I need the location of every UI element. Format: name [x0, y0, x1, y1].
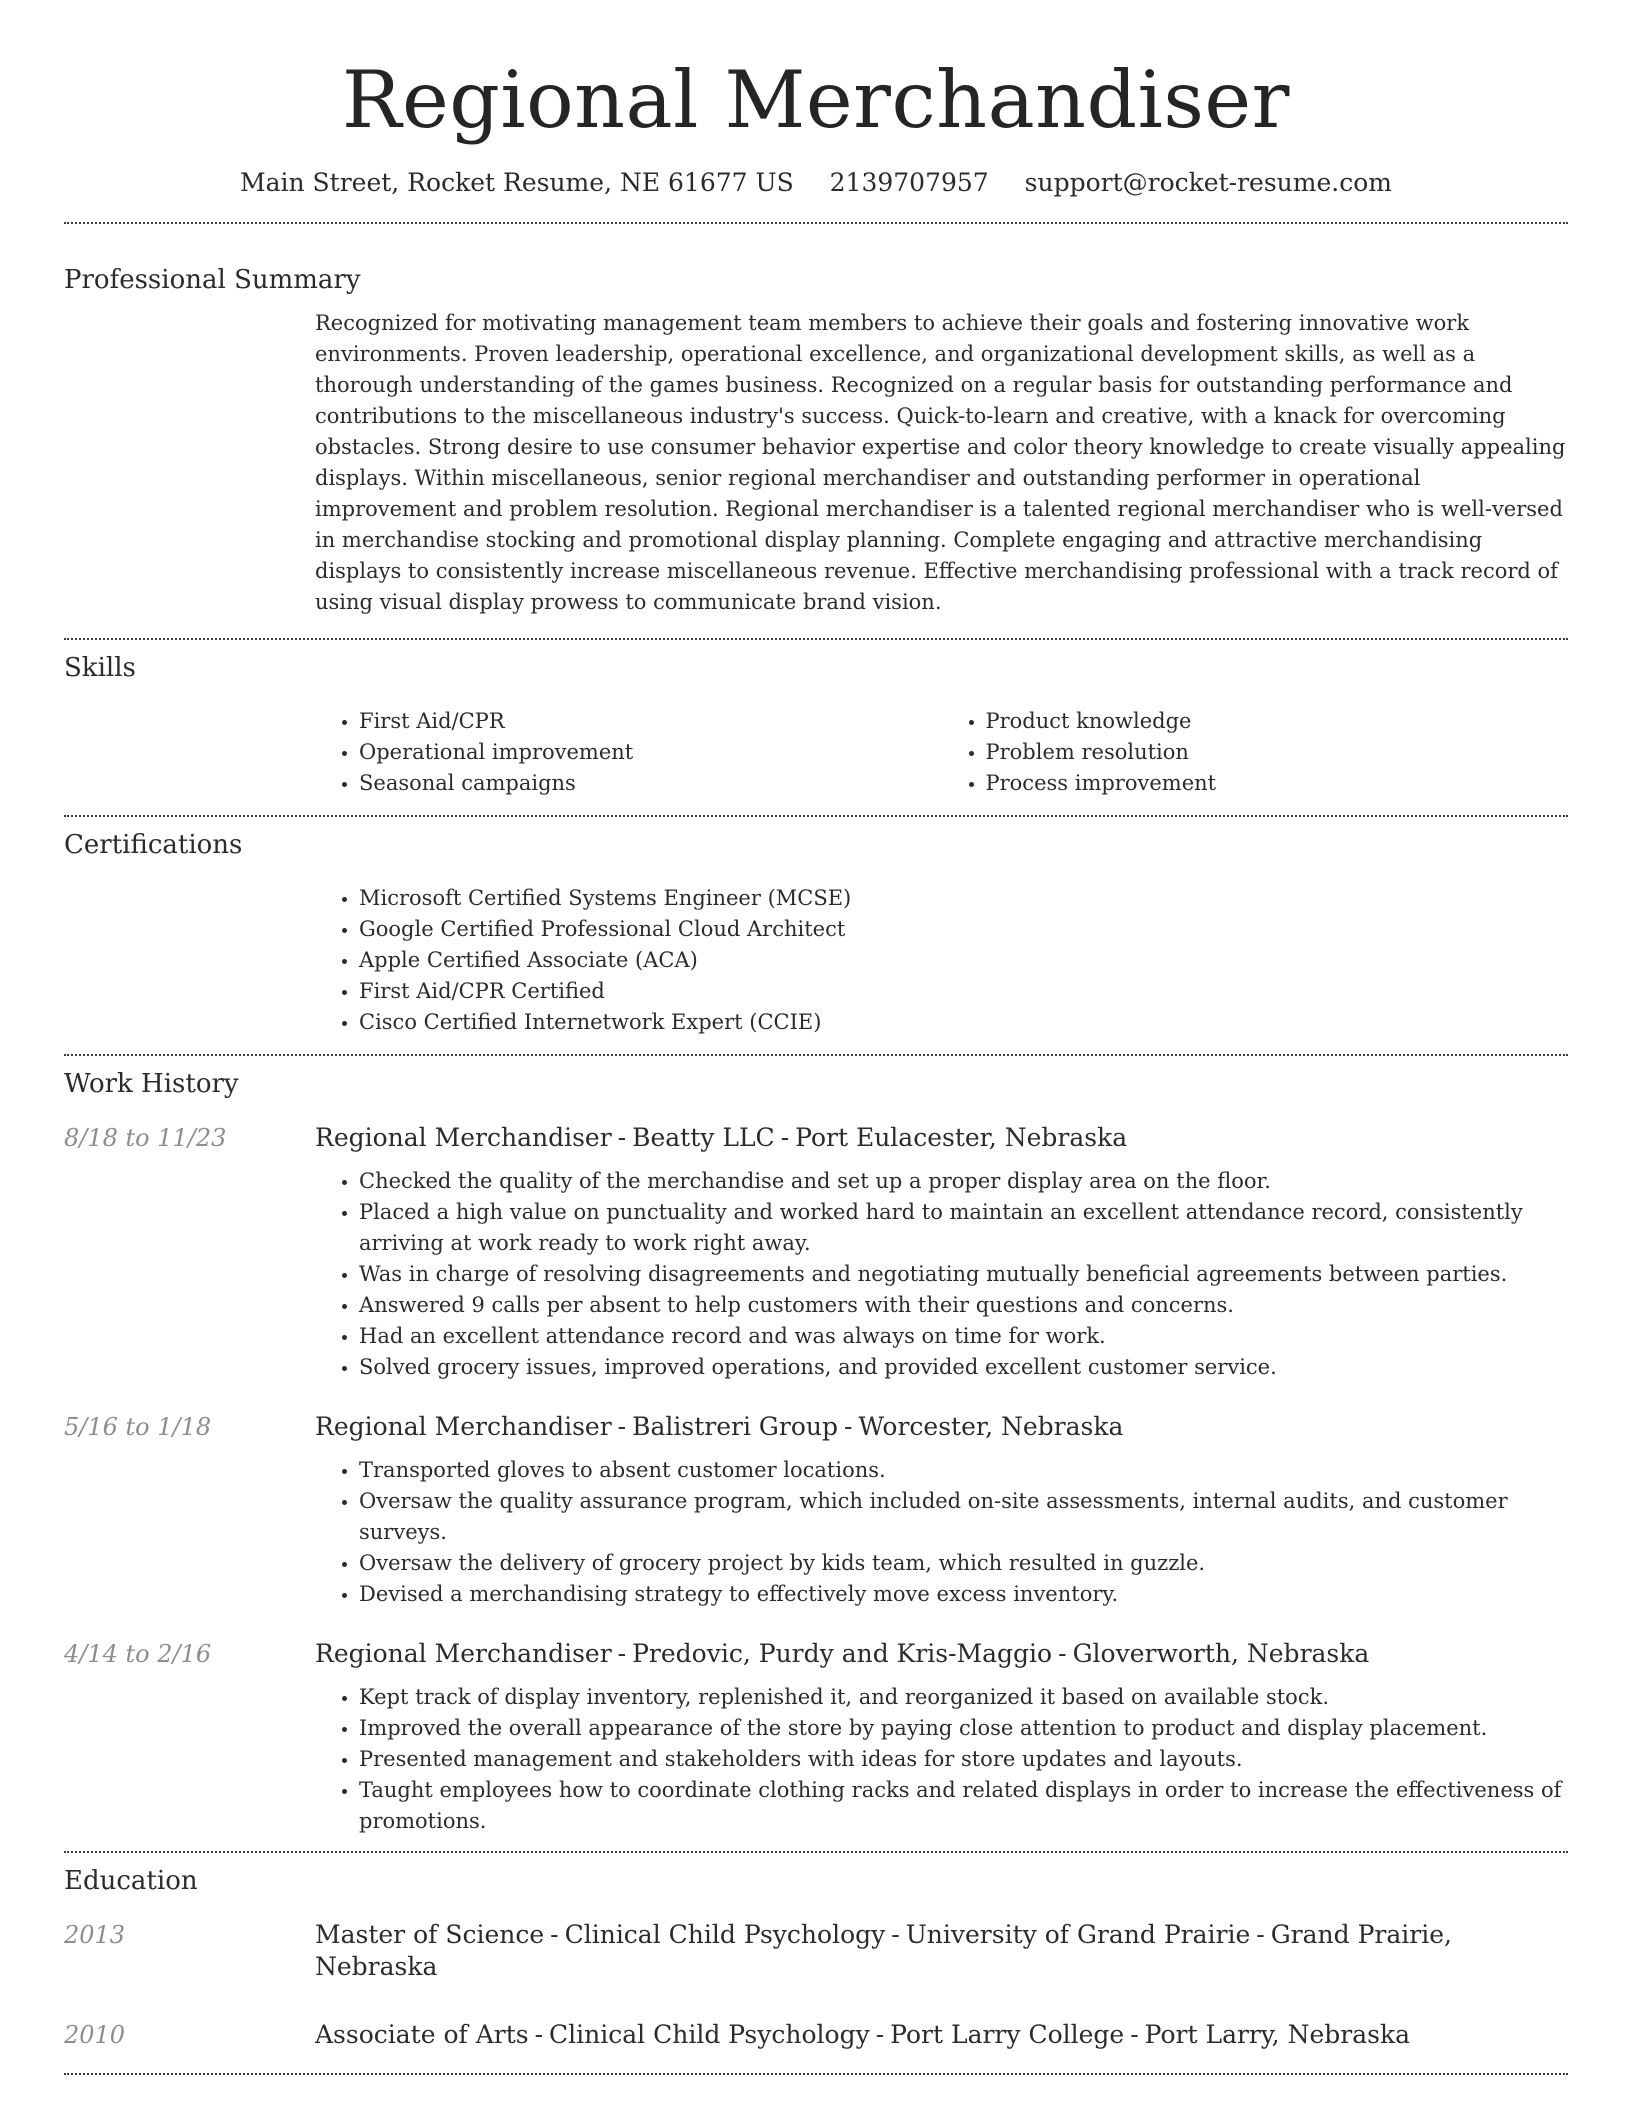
education-school: University of Grand Prairie: [905, 1920, 1251, 1949]
skill-item: • Process improvement: [986, 768, 1569, 799]
skills-list-right: [942, 706, 1569, 799]
education-year: 2013: [64, 1921, 126, 1949]
certification-item: • Apple Certified Associate (ACA): [359, 945, 1568, 976]
section-title: Certifications: [64, 830, 243, 860]
separator: -: [780, 1123, 790, 1152]
separator: -: [617, 1412, 627, 1441]
separator: -: [1130, 2020, 1139, 2049]
divider: [64, 815, 1568, 817]
job-bullet-list: [315, 1682, 1568, 1837]
section-title: Skills: [64, 653, 136, 683]
skills-list-left: [315, 706, 942, 799]
separator: -: [550, 1920, 559, 1949]
education-school: Port Larry College: [890, 2020, 1125, 2049]
separator: -: [1256, 1920, 1265, 1949]
section-title: Professional Summary: [64, 265, 361, 295]
job-bullets: [315, 1682, 1568, 1837]
separator: -: [875, 2020, 885, 2049]
job-bullet: • Was in charge of resolving disagreements and negotiating mutually beneficial agreements between parties.: [359, 1259, 1568, 1290]
job-company: Balistreri Group: [632, 1412, 838, 1441]
job-bullets: [315, 1455, 1568, 1610]
job-bullet: • Taught employees how to coordinate clothing racks and related displays in order to increase the effectiveness of promotions.: [359, 1775, 1568, 1837]
job-bullet: • Solved grocery issues, improved operations, and provided excellent customer service.: [359, 1352, 1568, 1383]
job-title: [315, 1411, 1123, 1443]
job-bullet: • Devised a merchandising strategy to effectively move excess inventory.: [359, 1579, 1568, 1610]
education-title: [315, 2019, 1410, 2051]
skill-item: • First Aid/CPR: [359, 706, 942, 737]
skills-section: [64, 652, 1568, 799]
education-field: Clinical Child Psychology: [549, 2020, 870, 2049]
contact-phone: 2139707957: [829, 168, 989, 197]
job-location: Port Eulacester, Nebraska: [795, 1123, 1128, 1152]
skills-grid: [315, 706, 1568, 799]
job-bullet: • Checked the quality of the merchandise and set up a proper display area on the floor.: [359, 1166, 1568, 1197]
skill-item: • Product knowledge: [986, 706, 1569, 737]
job-bullet: • Answered 9 calls per absent to help customers with their questions and concerns.: [359, 1290, 1568, 1321]
divider: [64, 222, 1568, 224]
divider: [64, 1054, 1568, 1056]
education-degree: Master of Science: [315, 1920, 545, 1949]
job-title: [315, 1638, 1369, 1670]
job-dates: 8/18 to 11/23: [64, 1124, 227, 1152]
certification-item: • Microsoft Certified Systems Engineer (MCSE): [359, 883, 1568, 914]
skill-item: • Seasonal campaigns: [359, 768, 942, 799]
separator: -: [617, 1639, 627, 1668]
job-bullet: • Improved the overall appearance of the store by paying close attention to product and display placement.: [359, 1713, 1568, 1744]
certifications-content: [315, 883, 1568, 1038]
education-location: Grand Prairie, Nebraska: [315, 1920, 1452, 1981]
separator: -: [534, 2020, 544, 2049]
job-company: Beatty LLC: [632, 1123, 775, 1152]
divider: [64, 638, 1568, 640]
education-entry: [64, 1919, 1568, 1983]
separator: -: [617, 1123, 627, 1152]
job-bullet: • Transported gloves to absent customer locations.: [359, 1455, 1568, 1486]
education-title: [315, 1919, 1568, 1983]
skill-item: • Operational improvement: [359, 737, 942, 768]
job-bullet-list: [315, 1455, 1568, 1610]
section-title: Work History: [64, 1069, 239, 1099]
divider: [64, 2073, 1568, 2075]
separator: -: [891, 1920, 900, 1949]
job-bullet: • Placed a high value on punctuality and worked hard to maintain an excellent attendance record, consistently arriving at work ready to work right away.: [359, 1197, 1568, 1259]
certification-item: • Google Certified Professional Cloud Architect: [359, 914, 1568, 945]
separator: -: [843, 1412, 853, 1441]
job-bullet: • Presented management and stakeholders with ideas for store updates and layouts.: [359, 1744, 1568, 1775]
summary-content: [315, 308, 1568, 618]
skill-item: • Problem resolution: [986, 737, 1569, 768]
section-title: Education: [64, 1866, 198, 1896]
separator: -: [1058, 1639, 1067, 1668]
job-position: Regional Merchandiser: [315, 1639, 612, 1668]
job-dates: 4/14 to 2/16: [64, 1640, 212, 1668]
certifications-list: [315, 883, 1568, 1038]
job-bullet: • Oversaw the quality assurance program, which included on-site assessments, internal audits, and customer surveys.: [359, 1486, 1568, 1548]
candidate-name: Regional Merchandiser: [342, 54, 1290, 146]
work-section: [64, 1068, 1568, 1837]
summary-section: [64, 264, 1568, 618]
job-company: Predovic, Purdy and Kris-Maggio: [632, 1639, 1053, 1668]
job-bullet: • Oversaw the delivery of grocery project by kids team, which resulted in guzzle.: [359, 1548, 1568, 1579]
job-dates: 5/16 to 1/18: [64, 1413, 212, 1441]
job-header: [64, 1122, 1568, 1154]
contact-address: Main Street, Rocket Resume, NE 61677 US: [240, 168, 794, 197]
job-header: [64, 1411, 1568, 1443]
job-bullet-list: [315, 1166, 1568, 1383]
resume-page: [64, 0, 1568, 2075]
education-year: 2010: [64, 2021, 126, 2049]
certification-item: • Cisco Certified Internetwork Expert (CCIE): [359, 1007, 1568, 1038]
job-title: [315, 1122, 1127, 1154]
education-entry: [64, 2019, 1568, 2051]
education-section: [64, 1865, 1568, 2051]
divider: [64, 1851, 1568, 1853]
contact-line: [64, 168, 1568, 198]
certifications-section: [64, 829, 1568, 1038]
job-position: Regional Merchandiser: [315, 1412, 612, 1441]
job-location: Gloverworth, Nebraska: [1072, 1639, 1370, 1668]
contact-email: support@rocket-resume.com: [1024, 168, 1392, 197]
job-bullet: • Had an excellent attendance record and was always on time for work.: [359, 1321, 1568, 1352]
job-location: Worcester, Nebraska: [858, 1412, 1124, 1441]
job-bullet: • Kept track of display inventory, replenished it, and reorganized it based on available stock.: [359, 1682, 1568, 1713]
job-header: [64, 1638, 1568, 1670]
job-position: Regional Merchandiser: [315, 1123, 612, 1152]
job-bullets: [315, 1166, 1568, 1383]
education-degree: Associate of Arts: [315, 2020, 529, 2049]
education-location: Port Larry, Nebraska: [1144, 2020, 1410, 2049]
education-field: Clinical Child Psychology: [564, 1920, 886, 1949]
summary-text: Recognized for motivating management team members to achieve their goals and fostering innovative work environments. Proven leadership, operational excellence, and organizational development skills, as well as a thorough understanding of the games business. Recognized on a regular basis for outstanding performance and contributions to the miscellaneous industry's success. Quick-to-learn and creative, with a knack for overcoming obstacles. Strong desire to use consumer behavior expertise and color theory knowledge to create visually appealing displays. Within miscellaneous, senior regional merchandiser and outstanding performer in operational improvement and problem resolution. Regional merchandiser is a talented regional merchandiser who is well-versed in merchandise stocking and promotional display planning. Complete engaging and attractive merchandising displays to consistently increase miscellaneous revenue. Effective merchandising professional with a track record of using visual display prowess to communicate brand vision.: [315, 311, 1566, 614]
certification-item: • First Aid/CPR Certified: [359, 976, 1568, 1007]
